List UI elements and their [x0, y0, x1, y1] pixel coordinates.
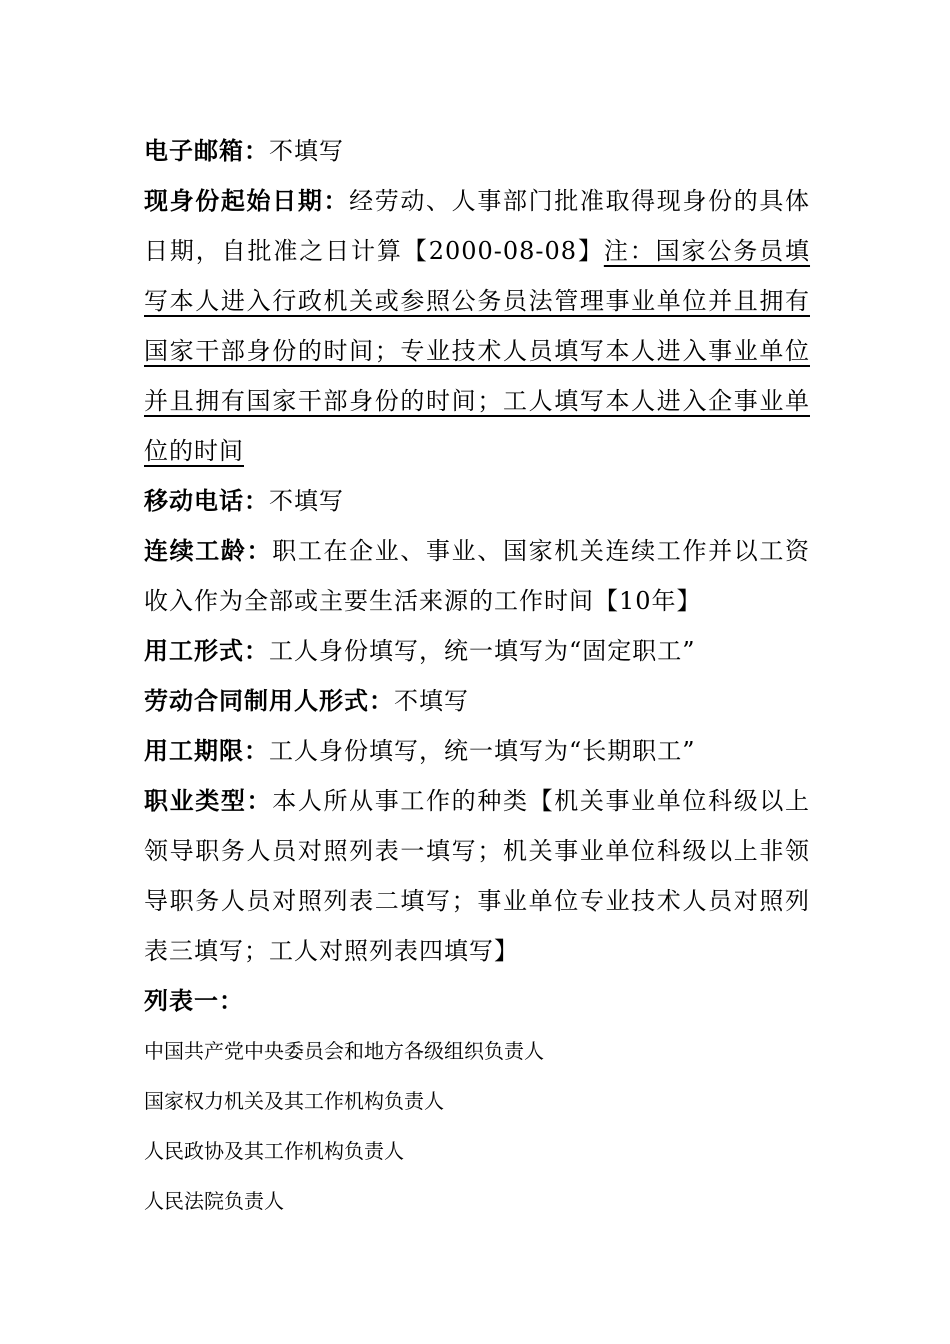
field-label: 现身份起始日期： [144, 187, 350, 215]
list-heading: 列表一： [144, 987, 244, 1015]
field-contract-form [144, 676, 810, 726]
list-item: 国家权力机关及其工作机构负责人 [144, 1089, 444, 1113]
document-page [144, 126, 810, 1226]
list-item: 人民政协及其工作机构负责人 [144, 1139, 404, 1163]
field-value: 经劳动、人事部门批准取得现身份的具体日期，自批准之日计算【2000-08-08】 [144, 187, 811, 265]
field-email [144, 126, 810, 176]
field-employment-form [144, 626, 810, 676]
field-value: 不填写 [269, 137, 344, 165]
field-label: 职业类型： [144, 787, 273, 815]
field-label: 用工形式： [144, 637, 269, 665]
field-label: 移动电话： [144, 487, 269, 515]
field-mobile-phone [144, 476, 810, 526]
field-label: 劳动合同制用人形式： [144, 687, 394, 715]
field-value: 工人身份填写，统一填写为“长期职工” [269, 737, 696, 765]
field-employment-term [144, 726, 810, 776]
field-value: 职工在企业、事业、国家机关连续工作并以工资收入作为全部或主要生活来源的工作时间【10年】 [144, 537, 811, 615]
field-value: 不填写 [394, 687, 469, 715]
field-label: 连续工龄： [144, 537, 273, 565]
field-label: 用工期限： [144, 737, 269, 765]
field-label: 电子邮箱： [144, 137, 269, 165]
occupation-list [144, 1026, 810, 1226]
field-value: 不填写 [269, 487, 344, 515]
field-identity-start-date [144, 176, 810, 476]
field-occupation-type [144, 776, 810, 976]
field-note: 注：国家公务员填写本人进入行政机关或参照公务员法管理事业单位并且拥有国家干部身份的时间；专业技术人员填写本人进入事业单位并且拥有国家干部身份的时间；工人填写本人进入企事业单位的时间 [144, 237, 811, 465]
list-item: 人民法院负责人 [144, 1189, 284, 1213]
field-continuous-service [144, 526, 810, 626]
field-value: 工人身份填写，统一填写为“固定职工” [269, 637, 696, 665]
list-item: 中国共产党中央委员会和地方各级组织负责人 [144, 1039, 544, 1063]
field-value: 本人所从事工作的种类【机关事业单位科级以上领导职务人员对照列表一填写；机关事业单位科级以上非领导职务人员对照列表二填写；事业单位专业技术人员对照列表三填写；工人对照列表四填写】 [144, 787, 811, 965]
